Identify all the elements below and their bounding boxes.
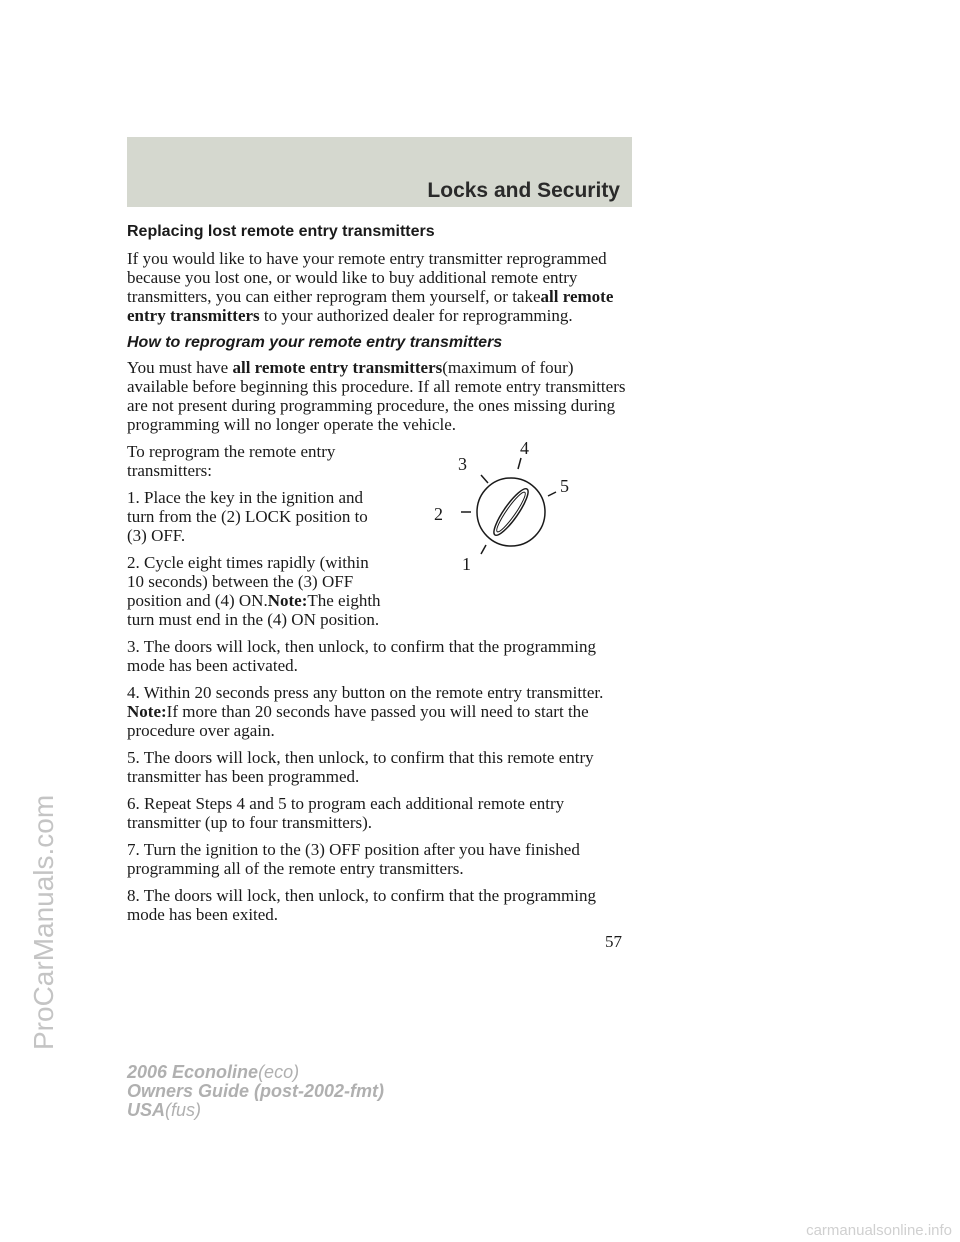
step-2-note: The eighth turn must end in the (4) ON position.: [127, 591, 381, 629]
tick-position-3: [481, 475, 488, 483]
tick-position-5: [548, 492, 556, 496]
para2-bold: all remote entry transmitters: [232, 358, 443, 377]
ignition-cylinder: [477, 478, 545, 546]
para1-bold: all remote entry transmitters: [127, 287, 614, 325]
heading-how-to-reprogram: How to reprogram your remote entry transmitters: [127, 334, 503, 351]
step-1: 1. Place the key in the ignition and turn from the (2) LOCK position to (3) OFF.: [127, 488, 368, 545]
label-position-4: 4: [520, 438, 529, 458]
step-3: 3. The doors will lock, then unlock, to confirm that the programming mode has been activated.: [127, 637, 596, 675]
para1-text-b: to your authorized dealer for reprogramming.: [263, 306, 573, 325]
footer-model-code: (eco): [258, 1062, 300, 1082]
label-position-5: 5: [560, 476, 569, 496]
label-position-2: 2: [434, 504, 443, 524]
ignition-key-diagram: [424, 432, 574, 582]
heading-replacing-transmitters: Replacing lost remote entry transmitters: [127, 223, 435, 240]
steps-beside-diagram: [127, 442, 387, 629]
step-2: [127, 553, 387, 629]
step-4-note: If more than 20 seconds have passed you will need to start the procedure over again.: [127, 702, 589, 740]
para1-text-a: If you would like to have your remote entry transmitter reprogrammed because you lost one, or would like to buy additional remote entry transmitters, you can either reprogram them yourself, or take: [127, 249, 607, 306]
step-2-note-label: Note:: [267, 591, 308, 610]
intro-text: To reprogram the remote entry transmitters:: [127, 442, 336, 480]
footer: [127, 1063, 384, 1120]
step-4-text: 4. Within 20 seconds press any button on the remote entry transmitter.: [127, 683, 604, 702]
footer-line-3: [127, 1101, 384, 1120]
paragraph-replacing: [127, 249, 633, 325]
para2-text-b: (maximum of four) available before beginning this procedure. If all remote entry transmitters are not present during programming procedure, the ones missing during programming will no longer operate the vehicle.: [127, 358, 626, 434]
tick-position-4: [518, 458, 521, 469]
step-4-note-label: Note:: [127, 702, 167, 721]
footer-market: USA: [127, 1100, 166, 1120]
page-number: 57: [605, 932, 622, 951]
label-position-1: 1: [462, 554, 471, 574]
step-4: [127, 683, 633, 740]
footer-model: 2006 Econoline: [127, 1062, 259, 1082]
bottom-watermark: carmanualsonline.info: [806, 1222, 952, 1239]
label-position-3: 3: [458, 454, 467, 474]
step-6: 6. Repeat Steps 4 and 5 to program each additional remote entry transmitter (up to four transmitters).: [127, 794, 565, 832]
para2-text-a: You must have: [127, 358, 229, 377]
section-title: Locks and Security: [427, 179, 620, 202]
tick-position-1: [481, 545, 486, 554]
footer-line-1: [127, 1063, 384, 1082]
step-8: 8. The doors will lock, then unlock, to confirm that the programming mode has been exited.: [127, 886, 596, 924]
step-7: 7. Turn the ignition to the (3) OFF position after you have finished programming all of the remote entry transmitters.: [127, 840, 580, 878]
footer-line-2: Owners Guide (post-2002-fmt): [127, 1081, 385, 1101]
header-band: [127, 137, 632, 207]
step-5: 5. The doors will lock, then unlock, to confirm that this remote entry transmitter has been programmed.: [127, 748, 594, 786]
side-watermark: ProCarManuals.com: [28, 794, 59, 1050]
paragraph-requirement: [127, 358, 633, 434]
footer-market-code: (fus): [165, 1100, 202, 1120]
step-2-text: 2. Cycle eight times rapidly (within 10 seconds) between the (3) OFF position and (4) ON.: [127, 553, 369, 610]
